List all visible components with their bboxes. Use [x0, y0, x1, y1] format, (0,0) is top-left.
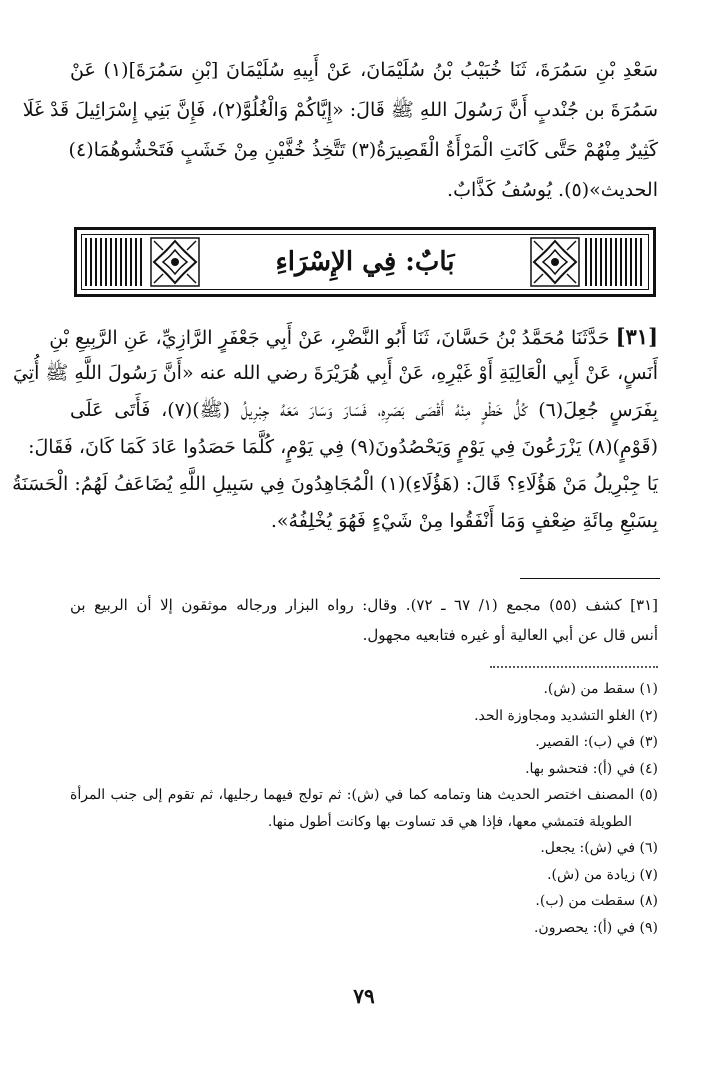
dotted-separator [490, 666, 658, 668]
text-line: أَنَسٍ، عَنْ أَبِي الْعَالِيَةِ أَوْ غَيْرِهِ، عَنْ أَبِي هُرَيْرَةَ رضي الله عنه «أَنَّ رَسُولَ اللَّهِ ﷺ أُتِيَ [12, 362, 658, 384]
footnote-item [70, 756, 658, 783]
chapter-heading-frame [74, 227, 656, 297]
text-line: [٣١] كشف (٥٥) مجمع (١/ ٦٧ ـ ٧٢). وقال: رواه البزار ورجاله موثقون إلا أن الربيع بن [70, 596, 658, 614]
page-number: ٧٩ [353, 984, 375, 1008]
hadith-text [12, 318, 658, 540]
footnote-text: في (أ): يحصرون. [533, 919, 636, 936]
footnote-number: (٢) [639, 707, 658, 724]
text-line: سَمُرَةَ بن جُنْدبٍ أَنَّ رَسُولَ اللهِ ﷺ قَالَ: «إِيَّاكُمْ وَالْغُلُوَّ(٢)، فَإِنَّ بَنِي إِسْرَائِيلَ قَدْ غَلَا [22, 99, 658, 121]
footnote-number: (٦) [639, 840, 658, 856]
footnote-text: في (ب): القصير. [535, 734, 636, 750]
footnote-text: في (أ): فتحشو بها. [525, 760, 636, 777]
footnote-number: (٥) [639, 787, 658, 803]
footnote-separator [520, 578, 660, 579]
footnote-text: الغلو التشديد ومجاوزة الحد. [474, 707, 636, 724]
hatched-border-ornament [585, 238, 645, 286]
footnote-number: (٣) [639, 734, 658, 750]
footnote-number: (٤) [639, 760, 658, 777]
footnote-text: سقط من (ش). [543, 681, 636, 697]
footnote-text: سقطت من (ب). [535, 893, 636, 909]
footnotes-list [70, 676, 658, 941]
text-line: أنس قال عن أبي العالية أو غيره فتابعيه مجهول. [362, 626, 658, 644]
text-line: بِفَرَسٍ جُعِلَ(٦) كُلُّ خَطْوٍ مِنْهُ أَقْصَى بَصَرِهِ، فَسَارَ وَسَارَ مَعَهُ جِبْرِيلُ (ﷺ)(٧)، فَأَتَى عَلَى [70, 399, 658, 421]
footnote-item [70, 676, 658, 703]
footnote-continuation: الطويلة فتمشي معها، فإذا هي قد تساوت بها وكانت أطول منها. [267, 813, 632, 830]
text-line: (قَوْمٍ)(٨) يَزْرَعُونَ فِي يَوْمٍ وَيَحْصُدُونَ(٩) فِي يَوْمٍ، كُلَّمَا حَصَدُوا عَادَ كَمَا كَانَ، فَقَالَ: [28, 436, 658, 458]
footnote-item [70, 888, 658, 915]
arabesque-ornament-icon [529, 236, 581, 288]
footnote-text: المصنف اختصر الحديث هنا وتمامه كما في (ش): ثم تولج فيهما رجليها، ثم تقوم إلى جنب المرأة [70, 787, 635, 803]
footnote-number: (٨) [639, 893, 658, 909]
footnote-text: في (ش): يجعل. [540, 840, 636, 856]
text-line: حَدَّثَنَا مُحَمَّدُ بْنُ حَسَّانَ، ثَنَا أَبُو النَّضْرِ، عَنْ أَبِي جَعْفَرٍ الرَّازِيِّ، عَنِ الرَّبِيعِ بْنِ [49, 327, 610, 349]
footnote-item [70, 862, 658, 889]
footnote-text: زيادة من (ش). [547, 866, 636, 883]
footnote-number: (٩) [639, 919, 658, 936]
footnote-item [70, 915, 658, 942]
footnote-item [70, 703, 658, 730]
text-line: سَعْدِ بْنِ سَمُرَةَ، ثَنَا خُبَيْبُ بْنُ سُلَيْمَانَ، عَنْ أَبِيهِ سُلَيْمَانَ [بْنِ سَمُرَةَ](١) عَنْ [70, 59, 658, 81]
footnote-item [70, 729, 658, 756]
hatched-border-ornament [85, 238, 145, 286]
text-line: كَثِيرٌ مِنْهُمْ حَتَّى كَانَتِ الْمَرْأَةُ الْقَصِيرَةُ(٣) تَتَّخِذُ خُفَّيْنِ مِنْ خَشَبٍ فَتَحْشُوهُمَا(٤) [68, 139, 658, 161]
text-line: الحديث»(٥). يُوسُفُ كَذَّابٌ. [447, 179, 658, 201]
hadith-first-line [49, 318, 658, 355]
text-line: بِسَبْعِ مِائَةِ ضِعْفٍ وَمَا أَنْفَقُوا مِنْ شَيْءٍ فَهُوَ يُخْلِفُهُ». [270, 510, 658, 532]
footnote-number: (٧) [639, 866, 658, 883]
source-note [70, 590, 658, 650]
footnote-item [70, 782, 658, 809]
chapter-title: بَابٌ: فِي الإِسْرَاءِ [275, 247, 455, 277]
continued-hadith-text [22, 50, 658, 210]
footnote-number: (١) [639, 681, 658, 697]
footnote-item [70, 835, 658, 862]
arabesque-ornament-icon [149, 236, 201, 288]
text-line: يَا جِبْرِيلُ مَنْ هَؤُلَاءِ؟ قَالَ: (هَؤُلَاءِ)(١) الْمُجَاهِدُونَ فِي سَبِيلِ اللَّهِ يُضَاعَفُ لَهُمُ: الْحَسَنَةُ [12, 473, 658, 495]
hadith-number: [٣١] [615, 324, 658, 349]
